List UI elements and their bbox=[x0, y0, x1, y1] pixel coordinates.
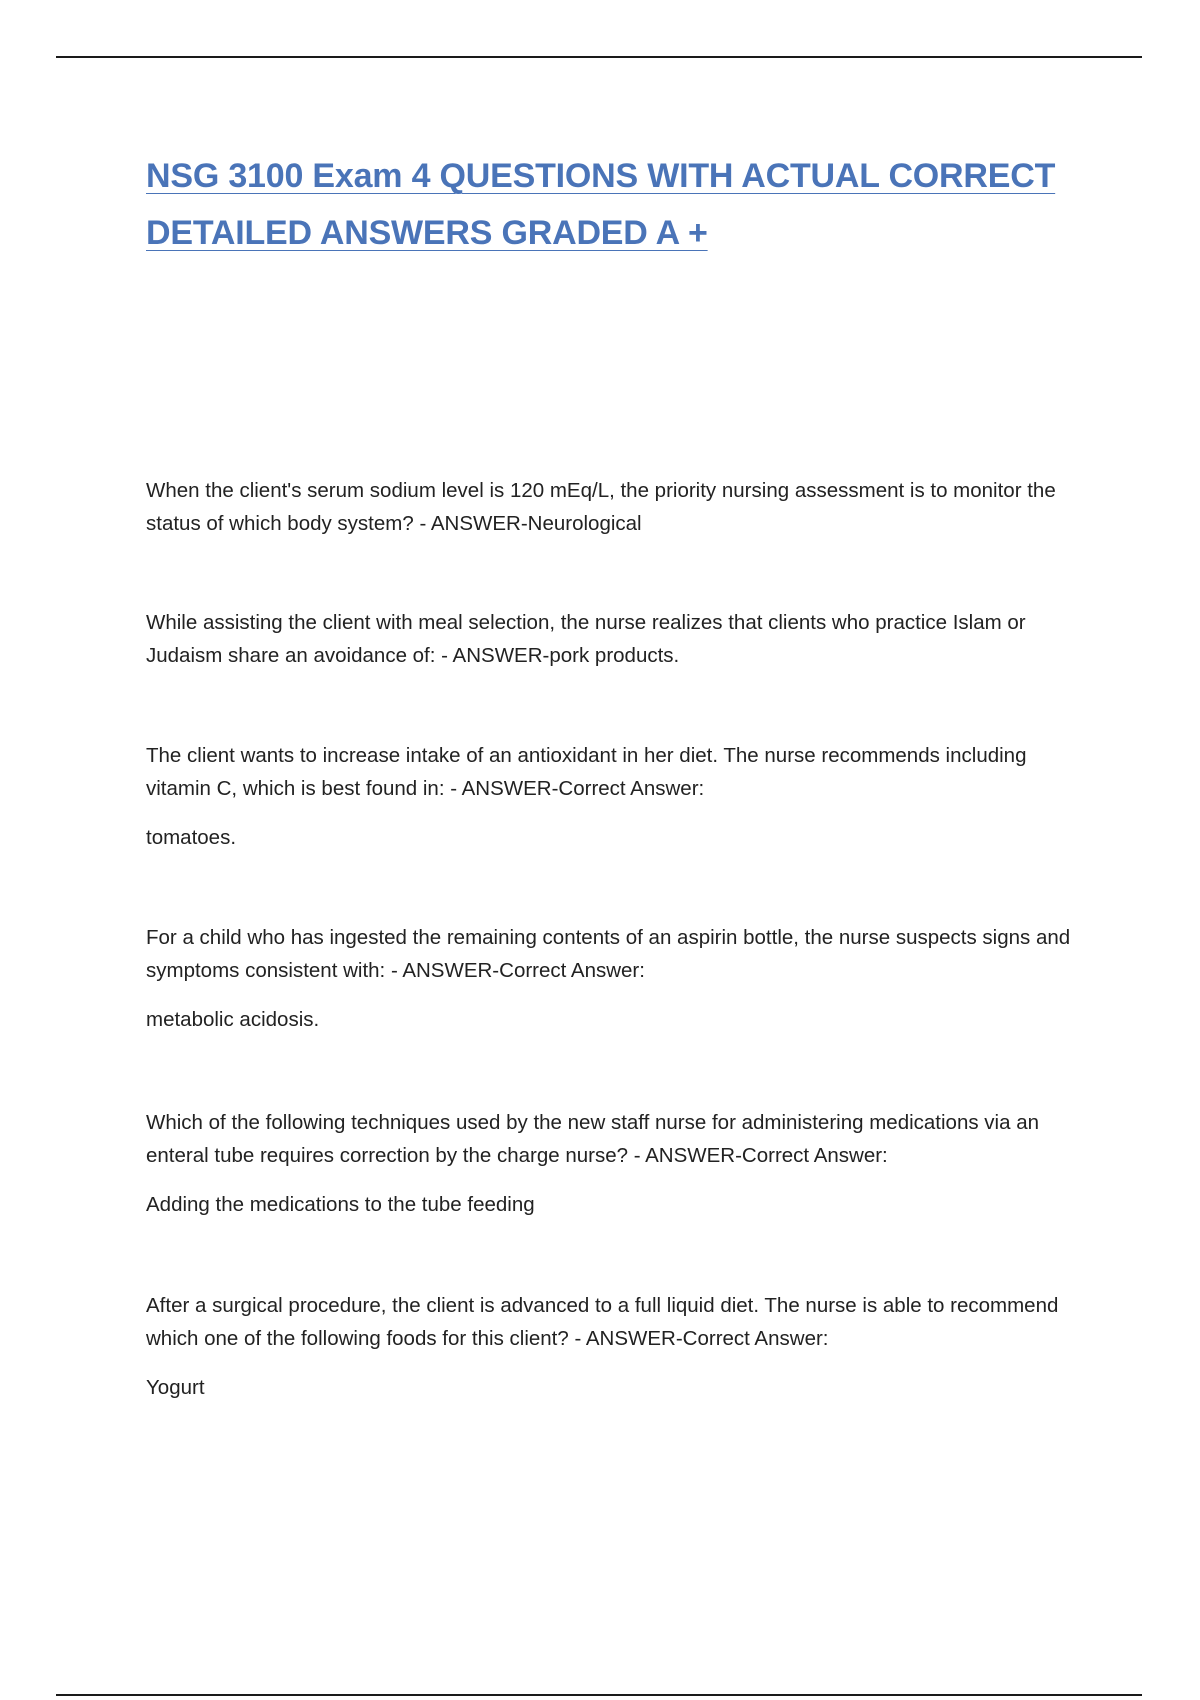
qa-item bbox=[146, 1106, 1086, 1221]
qa-item bbox=[146, 1289, 1086, 1404]
qa-item bbox=[146, 739, 1086, 854]
answer-text: metabolic acidosis. bbox=[146, 1008, 320, 1031]
qa-list bbox=[146, 474, 1086, 1470]
qa-item bbox=[146, 474, 1086, 540]
title-line-2: DETAILED ANSWERS GRADED A + bbox=[146, 214, 708, 252]
qa-item bbox=[146, 606, 1086, 672]
question-text: The client wants to increase intake of an antioxidant in her diet. The nurse recommends including vitamin C, which is best found in: - ANSWER-Correct Answer: bbox=[146, 744, 1027, 800]
question-text: After a surgical procedure, the client is advanced to a full liquid diet. The nurse is able to recommend which one of the following foods for this client? - ANSWER-Correct Answer: bbox=[146, 1294, 1059, 1350]
answer-text: Yogurt bbox=[146, 1376, 205, 1399]
answer-text: Adding the medications to the tube feeding bbox=[146, 1193, 535, 1216]
qa-item bbox=[146, 921, 1086, 1036]
question-text: Which of the following techniques used by the new staff nurse for administering medications via an enteral tube requires correction by the charge nurse? - ANSWER-Correct Answer: bbox=[146, 1111, 1040, 1167]
question-text: While assisting the client with meal selection, the nurse realizes that clients who practice Islam or Judaism share an avoidance of: - ANSWER-pork products. bbox=[146, 611, 1026, 667]
answer-text: tomatoes. bbox=[146, 826, 237, 849]
question-text: When the client's serum sodium level is 120 mEq/L, the priority nursing assessment is to monitor the status of which body system? - ANSWER-Neurological bbox=[146, 479, 1056, 535]
bottom-rule bbox=[56, 1694, 1142, 1696]
document-body bbox=[146, 148, 1086, 1399]
top-rule bbox=[56, 56, 1142, 58]
title-line-1: NSG 3100 Exam 4 QUESTIONS WITH ACTUAL CORRECT bbox=[146, 157, 1056, 195]
document-title bbox=[146, 148, 1086, 262]
question-text: For a child who has ingested the remaining contents of an aspirin bottle, the nurse suspects signs and symptoms consistent with: - ANSWER-Correct Answer: bbox=[146, 926, 1071, 982]
